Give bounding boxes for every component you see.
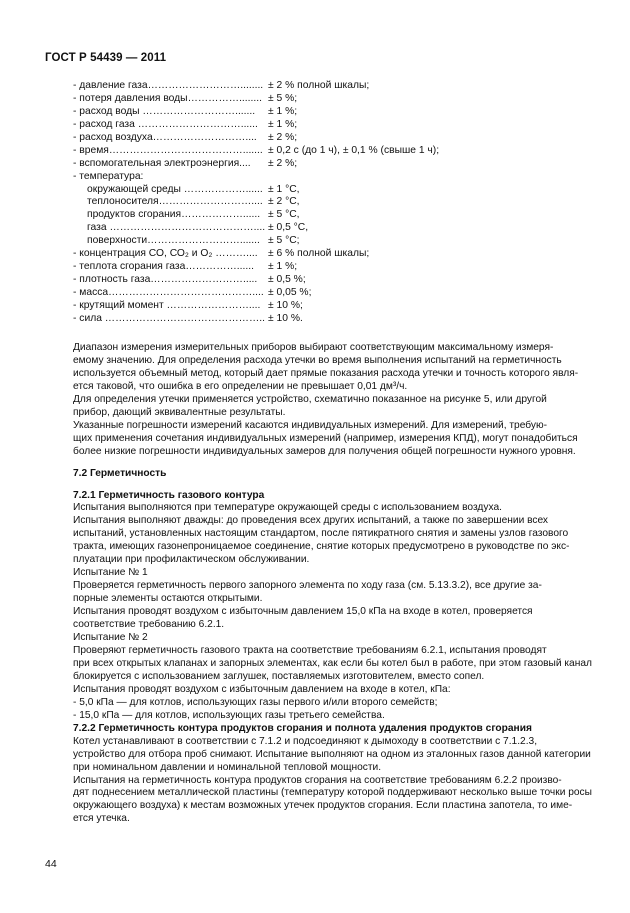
text-line: при номинальном давлении и номинальной тепловой мощности. xyxy=(73,761,382,773)
tolerance-value: ± 2 %; xyxy=(268,131,298,143)
tolerance-label: - плотность газа………………………..... xyxy=(73,274,258,286)
text-line: - 15,0 кПа — для котлов, использующих газы третьего семейства. xyxy=(73,709,385,721)
text-line: Указанные погрешности измерений касаются индивидуальных измерений. Для измерений, требую- xyxy=(73,419,547,431)
tolerance-value: ± 2 °С, xyxy=(268,196,300,208)
paragraph-test-2-check xyxy=(73,645,613,684)
paragraph-measuring-range xyxy=(73,342,613,394)
text-line: щих применения сочетания индивидуальных измерений (например, измерения КПД), могут понадобиться xyxy=(73,432,578,444)
tolerance-label: - потеря давления воды……………........ xyxy=(73,92,262,104)
tolerance-row xyxy=(73,300,593,313)
text-line: Проверяют герметичность газового тракта на соответствие требованиям 6.2.1, испытания проводят xyxy=(73,644,547,656)
text-line: Проверяется герметичность первого запорного элемента по ходу газа (см. 5.13.3.2), все другие за- xyxy=(73,580,542,592)
tolerance-row xyxy=(73,80,593,93)
tolerance-label: поверхности………………………....... xyxy=(87,235,260,247)
text-line: окружающего воздуха) к местам возможных утечек продуктов сгорания. Если пластина запотела, то име- xyxy=(73,800,573,812)
text-line: устройство для отбора проб снимают. Испытание выполняют на одном из эталонных газов данной категории xyxy=(73,748,591,760)
tolerance-label: - сила ……………………………………….. xyxy=(73,312,265,324)
section-heading-7-2-2: 7.2.2 Герметичность контура продуктов сгорания и полнота удаления продуктов сгорания xyxy=(73,722,532,734)
text-line: Испытания проводят воздухом с избыточным давлением 15,0 кПа на входе в котел, проверяется xyxy=(73,606,533,618)
text-line: тракта, имеющих газонепроницаемое соединение, снятие которых предусмотрено в руководстве по экс- xyxy=(73,541,570,553)
tolerance-value: ± 0,5 °С, xyxy=(268,222,309,234)
tolerance-row xyxy=(73,274,593,287)
test-2-title: Испытание № 2 xyxy=(73,632,148,644)
tolerance-row xyxy=(73,93,593,106)
tolerance-label: - крутящий момент …………………….... xyxy=(73,299,261,311)
tolerance-row xyxy=(73,184,593,197)
paragraph-test-2-pressure xyxy=(73,684,613,723)
tolerance-value: ± 0,05 %; xyxy=(268,287,312,298)
tolerance-row xyxy=(73,248,593,261)
tolerance-value: ± 0,5 %; xyxy=(268,274,306,286)
paragraph-leak-device xyxy=(73,394,613,420)
text-line: порные элементы остаются открытыми. xyxy=(73,593,263,605)
tolerance-label: - расход воздуха……………………….... xyxy=(73,131,257,143)
tolerance-label: - давление газа………………………........ xyxy=(73,80,264,91)
tolerance-value: ± 2 %; xyxy=(268,157,298,169)
section-heading-7-2-1: 7.2.1 Герметичность газового контура xyxy=(73,489,265,501)
tolerance-value: ± 1 %; xyxy=(268,118,298,130)
text-line: Для определения утечки применяется устройство, схематично показанное на рисунке 5, или другой xyxy=(73,393,547,405)
tolerance-value: ± 1 °С, xyxy=(268,183,300,195)
tolerance-value: ± 5 °С, xyxy=(268,209,300,221)
tolerance-row xyxy=(73,171,593,184)
paragraph-test-1-pressure xyxy=(73,606,613,632)
tolerance-label: - расход газа …………………………...... xyxy=(73,118,258,130)
text-line: ется таковой, что ошибка в его определении не превышает 0,01 дм³/ч. xyxy=(73,380,408,392)
tolerance-label: теплоносителя……………………….... xyxy=(87,196,263,208)
tolerance-value: ± 1 %; xyxy=(268,261,298,273)
tolerance-row xyxy=(73,145,593,158)
tolerance-row xyxy=(73,106,593,119)
tolerance-row xyxy=(73,209,593,222)
tolerance-row xyxy=(73,132,593,145)
tolerance-label: - температура: xyxy=(73,170,144,182)
text-line: Испытания на герметичность контура продуктов сгорания на соответствие требованиям 6.2.2 произво- xyxy=(73,774,562,786)
tolerance-row xyxy=(73,287,593,300)
tolerance-row xyxy=(73,222,593,235)
tolerance-row xyxy=(73,158,593,171)
text-line: испытаний, установленных настоящим стандартом, после пятикратного снятия и замены узлов газового xyxy=(73,528,569,540)
test-1-title: Испытание № 1 xyxy=(73,567,148,579)
text-line: - 5,0 кПа — для котлов, использующих газы первого и/или второго семейств; xyxy=(73,696,438,708)
tolerance-row xyxy=(73,119,593,132)
paragraph-combustion-leak xyxy=(73,775,613,827)
paragraph-test-1-check xyxy=(73,580,613,606)
text-line: при всех открытых клапанах и запорных элементах, как если бы котел был в работе, при этом газовый канал xyxy=(73,657,592,669)
text-line: Испытания проводят воздухом с избыточным давлением на входе в котел, кПа: xyxy=(73,683,451,695)
tolerance-label: - масса…………………………………….... xyxy=(73,287,264,298)
tolerance-list xyxy=(73,80,593,326)
text-line: используется объемный метод, который дает прямые показания расхода утечки и точность которого явля- xyxy=(73,367,579,379)
text-line: емому значению. Для определения расхода утечки во время выполнения испытаний на герметичность xyxy=(73,354,562,366)
text-line: Испытания выполняют дважды: до проведения всех других испытаний, а также по завершении всех xyxy=(73,515,549,527)
text-line: ется утечка. xyxy=(73,813,130,825)
paragraph-measurement-errors xyxy=(73,420,613,459)
page-number: 44 xyxy=(45,858,57,870)
tolerance-label: продуктов сгорания………………...... xyxy=(87,209,261,221)
tolerance-label: - расход воды ………………………....... xyxy=(73,105,256,117)
text-line: прибор, дающий эквивалентные результаты. xyxy=(73,406,286,418)
tolerance-value: ± 5 %; xyxy=(268,92,298,104)
text-line: Котел устанавливают в соответствии с 7.1.2 и подсоединяют к дымоходу в соответствии с 7.1.2.3, xyxy=(73,735,538,747)
tolerance-label: - теплота сгорания газа……………...... xyxy=(73,261,254,273)
tolerance-row xyxy=(73,196,593,209)
tolerance-label: - вспомогательная электроэнергия.... xyxy=(73,157,251,169)
text-line: блокируется с использованием заглушек, поставляемых изготовителем, вместо сопел. xyxy=(73,670,485,682)
section-heading-7-2: 7.2 Герметичность xyxy=(73,467,167,479)
paragraph-air-tests xyxy=(73,502,613,515)
text-line: Испытания выполняются при температуре окружающей среды с использованием воздуха. xyxy=(73,502,502,514)
body-text xyxy=(73,342,613,826)
text-line: плуатации при профилактическом обслуживании. xyxy=(73,554,310,566)
tolerance-value: ± 10 %. xyxy=(268,312,303,324)
tolerance-row xyxy=(73,261,593,274)
tolerance-value: ± 1 %; xyxy=(268,105,298,117)
paragraph-tests-twice xyxy=(73,515,613,567)
text-line: более низкие погрешности индивидуальных замеров для получения общей погрешности нужного уровня. xyxy=(73,445,576,457)
tolerance-label: газа …………………………………….... xyxy=(87,222,266,234)
tolerance-row xyxy=(73,235,593,248)
tolerance-value: ± 0,2 с (до 1 ч), ± 0,1 % (свыше 1 ч); xyxy=(268,144,440,156)
paragraph-boiler-install xyxy=(73,736,613,775)
tolerance-value: ± 10 %; xyxy=(268,299,303,311)
page-header-standard: ГОСТ Р 54439 — 2011 xyxy=(45,52,167,64)
tolerance-value: ± 6 % полной шкалы; xyxy=(268,248,370,260)
tolerance-value: ± 2 % полной шкалы; xyxy=(268,80,370,91)
tolerance-label: - время…………………………………....... xyxy=(73,144,263,156)
tolerance-label: окружающей среды ………………...... xyxy=(87,183,263,195)
text-line: Диапазон измерения измерительных приборов выбирают соответствующим максимальному измеря- xyxy=(73,342,554,353)
tolerance-value: ± 5 °С; xyxy=(268,235,300,247)
text-line: соответствие требованию 6.2.1. xyxy=(73,619,225,631)
tolerance-label: - концентрация СО, СО₂ и О₂ ……….... xyxy=(73,248,258,260)
text-line: дят поднесением металлической пластины (температуру которой поддерживают несколько выше точки росы xyxy=(73,787,592,799)
tolerance-row xyxy=(73,313,593,326)
